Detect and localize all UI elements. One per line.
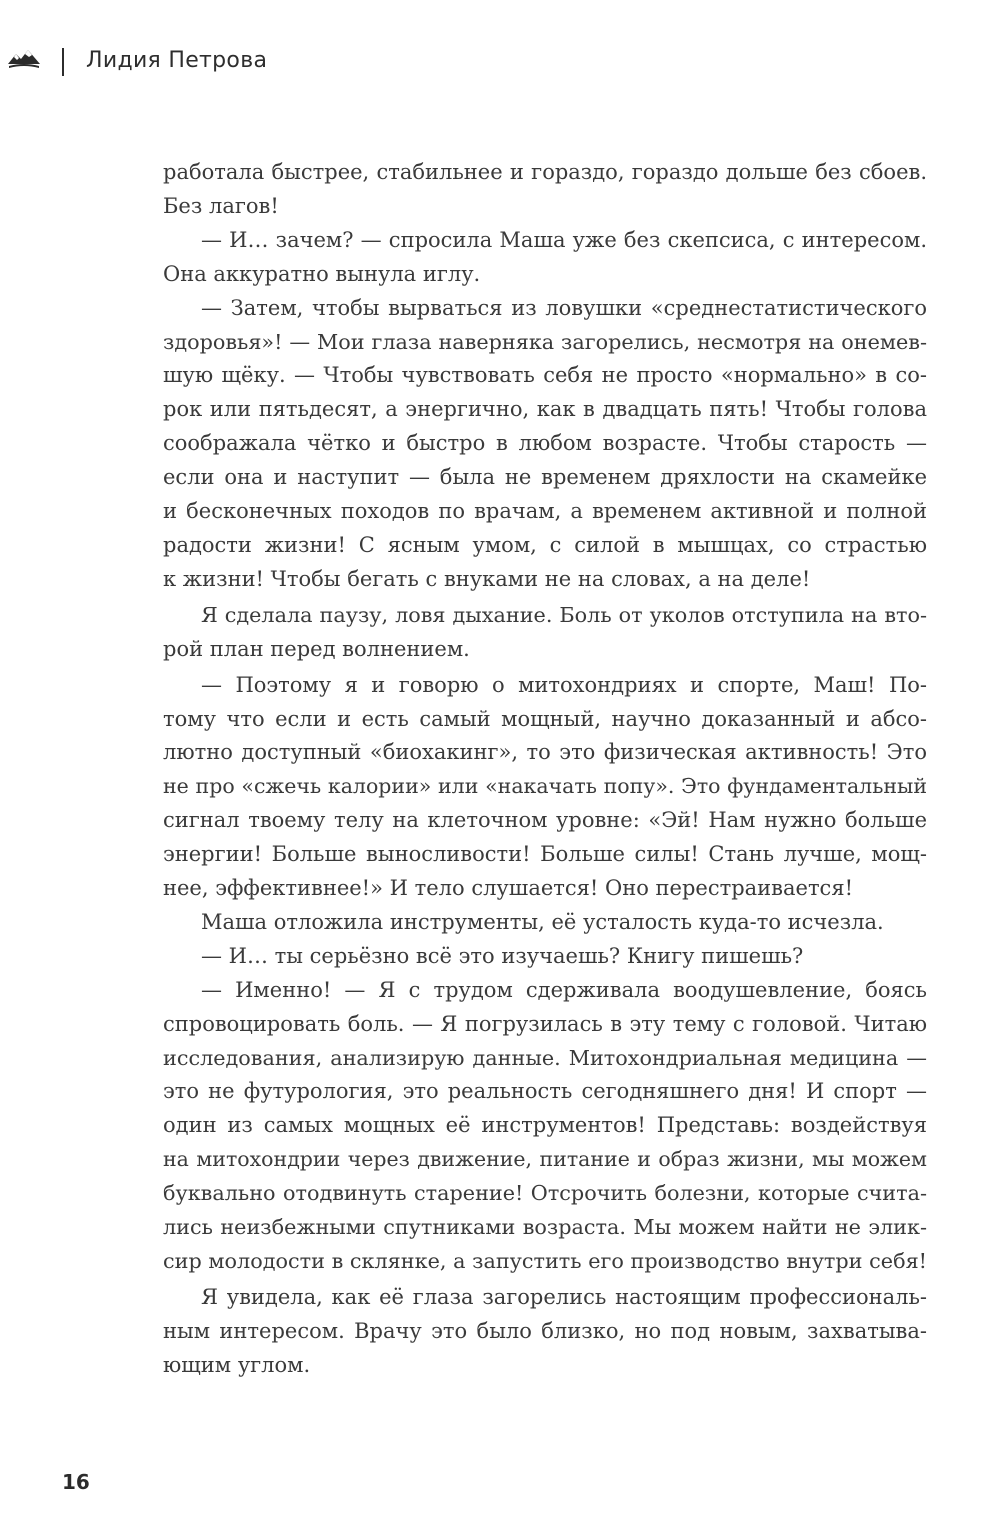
text-line: тому что если и есть самый мощный, научно доказанный и абсо-: [163, 706, 927, 731]
text-line: — И… зачем? — спросила Маша уже без скепсиса, с интересом.: [201, 227, 927, 252]
text-line: буквально отодвинуть старение! Отсрочить болезни, которые счита-: [163, 1181, 927, 1206]
text-line: соображала чётко и быстро в любом возрасте. Чтобы старость —: [163, 431, 927, 456]
text-line: на митохондрии через движение, питание и образ жизни, мы можем: [163, 1147, 927, 1172]
text-line: если она и наступит — была не временем дряхлости на скамейке: [163, 465, 927, 490]
text-line: Маша отложила инструменты, её усталость куда-то исчезла.: [201, 909, 884, 934]
text-line: к жизни! Чтобы бегать с внуками не на словах, а на деле!: [163, 566, 811, 591]
body-text: [163, 156, 927, 1383]
text-line: ным интересом. Врачу это было близко, но под новым, захватыва-: [163, 1318, 927, 1343]
text-line: Я увидела, как её глаза загорелись настоящим профессиональ-: [201, 1284, 927, 1309]
text-line: здоровья»! — Мои глаза наверняка загорелись, несмотря на онемев-: [163, 329, 927, 354]
text-line: работала быстрее, стабильнее и гораздо, гораздо дольше без сбоев.: [163, 160, 927, 184]
mountain-logo-icon: [6, 42, 42, 78]
running-header: [0, 38, 400, 86]
text-line: нее, эффективнее!» И тело слушается! Оно перестраивается!: [163, 876, 854, 901]
text-line: — Поэтому я и говорю о митохондриях и спорте, Маш! По-: [201, 672, 927, 697]
text-line: исследования, анализирую данные. Митохондриальная медицина —: [163, 1045, 927, 1070]
text-line: шую щёку. — Чтобы чувствовать себя не просто «нормально» в со-: [163, 363, 927, 388]
text-line: — Именно! — Я с трудом сдерживала воодушевление, боясь: [201, 977, 927, 1002]
text-line: рок или пятьдесят, а энергично, как в двадцать пять! Чтобы голова: [163, 397, 927, 422]
text-line: рой план перед волнением.: [163, 636, 470, 661]
text-line: Она аккуратно вынула иглу.: [163, 261, 481, 286]
text-line: лютно доступный «биохакинг», то это физическая активность! Это: [163, 740, 927, 765]
text-line: — Затем, чтобы вырваться из ловушки «среднестатистического: [201, 295, 927, 320]
page-number: 16: [62, 1470, 90, 1494]
text-line: лись неизбежными спутниками возраста. Мы можем найти не элик-: [163, 1215, 927, 1240]
text-line: один из самых мощных её инструментов! Представь: воздействуя: [163, 1113, 927, 1138]
text-line: — И… ты серьёзно всё это изучаешь? Книгу пишешь?: [201, 943, 804, 968]
text-line: сигнал твоему телу на клеточном уровне: «Эй! Нам нужно больше: [163, 808, 927, 833]
author-name: Лидия Петрова: [86, 48, 268, 73]
text-line: ющим углом.: [163, 1352, 311, 1377]
text-line: энергии! Больше выносливости! Больше силы! Стань лучше, мощ-: [163, 842, 927, 867]
text-line: это не футурология, это реальность сегодняшнего дня! И спорт —: [163, 1079, 927, 1104]
text-line: спровоцировать боль. — Я погрузилась в эту тему с головой. Читаю: [163, 1011, 927, 1036]
text-line: радости жизни! С ясным умом, с силой в мышцах, со страстью: [163, 532, 927, 557]
text-line: Без лагов!: [163, 193, 279, 218]
text-line: не про «сжечь калории» или «накачать попу». Это фундаментальный: [163, 774, 927, 799]
text-line: Я сделала паузу, ловя дыхание. Боль от уколов отступила на вто-: [201, 602, 927, 627]
text-line: сир молодости в склянке, а запустить его производство внутри себя!: [163, 1249, 927, 1273]
header-divider: [62, 48, 64, 76]
text-line: и бесконечных походов по врачам, а временем активной и полной: [163, 499, 927, 524]
